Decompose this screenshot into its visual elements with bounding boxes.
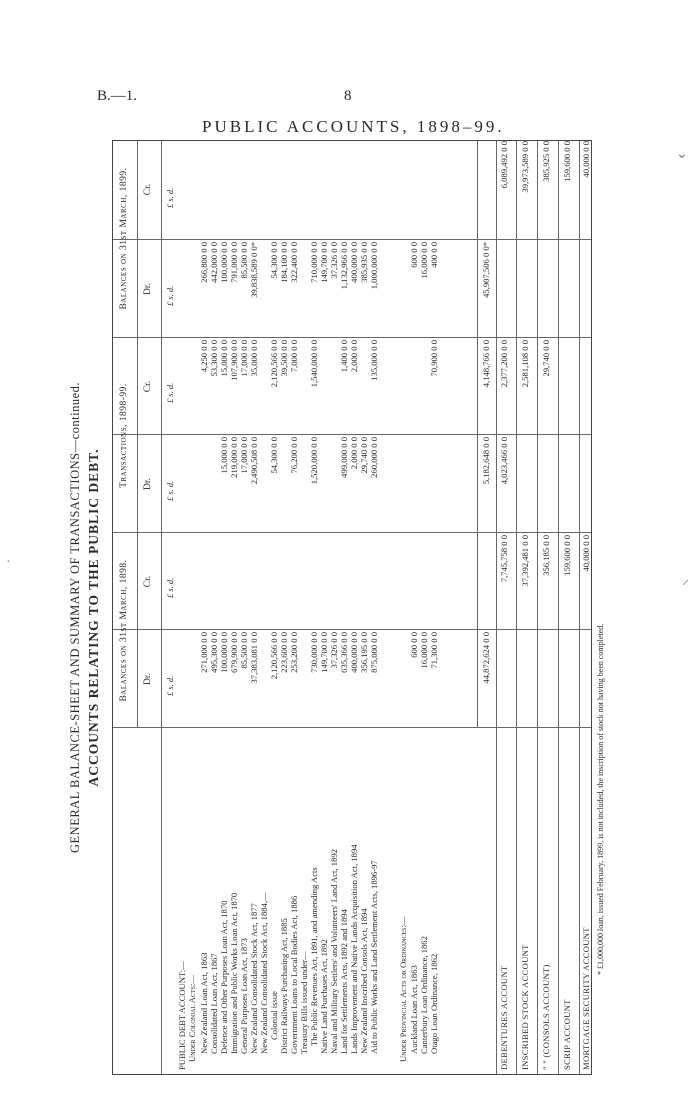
page-number: 8 <box>344 88 352 104</box>
col-dr-closing: Dr. <box>143 283 153 295</box>
running-title: PUBLIC ACCOUNTS, 1898–99. <box>202 117 505 136</box>
account-cell-close-cr: 6,089,492 0 0 <box>499 141 509 189</box>
ledger-cell-tr-dr: 15,000 0 0 <box>219 437 229 474</box>
col-dr-opening: Dr. <box>143 673 153 685</box>
row-label-text: Colonial issue <box>269 991 279 1040</box>
row-label-text: General Purposes Loan Act, 1873 <box>239 938 249 1054</box>
ledger-cell-tr-cr: 2,000 0 0 <box>349 340 359 373</box>
ledger-cell-close-dr: 85,500 0 0 <box>239 242 249 279</box>
ledger-cell-close-dr: 1,000,000 0 0 <box>369 242 379 290</box>
ledger-row-label <box>369 860 380 1054</box>
row-label-text: New Zealand Consolidated Stock Act, 1877 <box>249 903 259 1054</box>
margin-mark: ⌄ <box>676 147 688 162</box>
account-cell-tr-cr: 29,740 0 0 <box>541 340 551 377</box>
ledger-cell-close-dr: 322,400 0 0 <box>289 242 299 283</box>
ledger-cell-tr-dr: 2,490,508 0 0 <box>249 437 259 485</box>
units-label: £ s. d. <box>165 480 175 501</box>
ledger-cell-open-dr: 16,000 0 0 <box>419 632 429 669</box>
ledger-cell-tr-dr: 1,520,000 0 0 <box>309 437 319 485</box>
units-label: £ s. d. <box>165 577 175 598</box>
ledger-cell-open-dr: 71,300 0 0 <box>429 632 439 669</box>
row-label-text: District Railways Purchasing Act, 1885 <box>279 918 289 1054</box>
ledger-cell-tr-dr: 219,000 0 0 <box>229 437 239 478</box>
ledger-cell-open-dr: 730,000 0 0 <box>309 632 319 673</box>
units-label: £ s. d. <box>165 382 175 403</box>
ledger-cell-close-dr: 149,700 0 0 <box>319 242 329 283</box>
page-identifier: B.—1. <box>97 88 138 104</box>
col-cr-closing: Cr. <box>143 183 153 196</box>
row-label-text: Lands Improvement and Native Lands Acquisition Act, 1894 <box>349 844 359 1054</box>
ledger-cell-close-dr: 100,000 0 0 <box>219 242 229 283</box>
ledger-cell-tr-dr: 76,200 0 0 <box>289 437 299 474</box>
row-label-text: Otago Loan Ordinance, 1862 <box>429 953 439 1054</box>
ledger-cell-open-dr: 679,900 0 0 <box>229 632 239 673</box>
ledger-cell-open-dr: 875,000 0 0 <box>369 632 379 673</box>
ledger-cell-close-dr: 266,800 0 0 <box>199 242 209 283</box>
total-opening-dr: 44,872,624 0 0 <box>481 632 491 684</box>
account-label: " " (CONSOLS ACCOUNT) <box>541 964 551 1070</box>
row-label-text: Government Loans to Local Bodies Act, 1886 <box>289 895 299 1054</box>
ledger-cell-open-dr: 37,326 0 0 <box>329 632 339 669</box>
ledger-cell-open-dr: 253,200 0 0 <box>289 632 299 673</box>
units-label: £ s. d. <box>165 187 175 208</box>
row-label-text: New Zealand Inscribed Consols Act, 1894 <box>359 908 369 1054</box>
ledger-cell-open-dr: 271,000 0 0 <box>199 632 209 673</box>
ledger-table <box>112 140 592 1075</box>
ledger-cell-close-dr: 39,838,589 0 0* <box>249 242 259 298</box>
ledger-cell-tr-cr: 1,400 0 0 <box>339 340 349 373</box>
account-cell-close-cr: 385,925 0 0 <box>541 141 551 182</box>
ledger-cell-open-dr: 635,366 0 0 <box>339 632 349 673</box>
ledger-cell-tr-cr: 35,000 0 0 <box>249 340 259 377</box>
account-cell-open-cr: 37,392,481 0 0 <box>520 535 530 587</box>
section-provincial: Under Provincial Acts or Ordinances:— <box>398 916 408 1062</box>
ledger-cell-open-dr: 495,300 0 0 <box>209 632 219 673</box>
ledger-cell-tr-cr: 7,000 0 0 <box>289 340 299 373</box>
ledger-cell-tr-dr: 2,000 0 0 <box>349 437 359 470</box>
ledger-cell-close-dr: 184,100 0 0 <box>279 242 289 283</box>
balance-sheet <box>62 60 605 1095</box>
row-label-text: Consolidated Loan Act, 1867 <box>209 953 219 1054</box>
row-label-text: Native Land Purchases Act, 1892 <box>319 939 329 1054</box>
ledger-cell-tr-cr: 70,900 0 0 <box>429 340 439 377</box>
ledger-cell-close-dr: 385,935 0 0 <box>359 242 369 283</box>
total-transactions-cr: 4,148,766 0 0 <box>481 340 491 388</box>
account-label: MORTGAGE SECURITY ACCOUNT <box>581 927 591 1070</box>
ledger-cell-tr-dr: 499,000 0 0 <box>339 437 349 478</box>
ledger-cell-close-dr: 37,326 0 0 <box>329 242 339 279</box>
account-cell-tr-cr: 2,581,108 0 0 <box>520 340 530 388</box>
row-label-text: Aid to Public Works and Land Settlement Acts, 1896-97 <box>369 860 379 1054</box>
footnote: * £1,000,000 loan, issued February, 1899, is not included, the inscription of stock not having been completed. <box>596 623 605 975</box>
account-label: INSCRIBED STOCK ACCOUNT <box>520 944 530 1070</box>
col-dr-transactions: Dr. <box>143 478 153 490</box>
ledger-cell-tr-cr: 4,250 0 0 <box>199 340 209 373</box>
ledger-cell-close-dr: 400 0 0 <box>429 242 439 268</box>
ledger-cell-tr-cr: 17,000 0 0 <box>239 340 249 377</box>
section-colonial: Under Colonial Acts:— <box>187 975 197 1062</box>
ledger-cell-tr-cr: 15,000 0 0 <box>219 340 229 377</box>
row-label-text: Canterbury Loan Ordinance, 1862 <box>419 936 429 1054</box>
account-cell-open-cr: 40,000 0 0 <box>581 535 591 572</box>
row-label-text: Immigration and Public Works Loan Act, 1870 <box>229 892 239 1054</box>
row-label-text: Auckland Loan Act, 1863 <box>409 965 419 1054</box>
sheet-title: GENERAL BALANCE-SHEET AND SUMMARY OF TRANSACTIONS—continued. <box>68 382 82 853</box>
units-label: £ s. d. <box>165 285 175 306</box>
ledger-cell-open-dr: 223,600 0 0 <box>279 632 289 673</box>
account-cell-close-cr: 39,973,589 0 0 <box>520 141 530 193</box>
ledger-cell-tr-cr: 2,120,566 0 0 <box>269 340 279 388</box>
ledger-cell-close-dr: 710,000 0 0 <box>309 242 319 283</box>
ledger-cell-tr-cr: 107,900 0 0 <box>229 340 239 381</box>
sheet-subtitle: ACCOUNTS RELATING TO THE PUBLIC DEBT. <box>86 448 101 787</box>
row-label-text: Defence and Other Purposes Loan Act, 1870 <box>219 900 229 1054</box>
ledger-cell-close-dr: 400,000 0 0 <box>349 242 359 283</box>
row-label-text: The Public Revenues Act, 1891, and amending Acts <box>309 867 319 1046</box>
ledger-cell-tr-cr: 1,540,000 0 0 <box>309 340 319 388</box>
ledger-cell-tr-cr: 39,500 0 0 <box>279 340 289 377</box>
total-closing-dr: 45,907,506 0 0* <box>481 242 491 298</box>
col-group-closing: Balances on 31st March, 1899. <box>119 167 129 310</box>
ledger-cell-open-dr: 400,000 0 0 <box>349 632 359 673</box>
ledger-cell-tr-dr: 17,000 0 0 <box>239 437 249 474</box>
margin-mark: · <box>6 555 11 570</box>
col-group-transactions: Transactions, 1898-99. <box>119 383 129 488</box>
account-label: SCRIP ACCOUNT <box>562 999 572 1070</box>
ledger-cell-open-dr: 100,000 0 0 <box>219 632 229 673</box>
account-cell-open-cr: 7,745,758 0 0 <box>499 535 509 583</box>
ledger-cell-close-dr: 442,000 0 0 <box>209 242 219 283</box>
row-label-text: Land for Settlements Acts, 1892 and 1894 <box>339 909 349 1054</box>
ledger-cell-tr-cr: 53,300 0 0 <box>209 340 219 377</box>
section-public-debt: PUBLIC DEBT ACCOUNT:— <box>177 961 187 1070</box>
ledger-row-label <box>429 954 440 1054</box>
ledger-cell-tr-dr: 29,740 0 0 <box>359 437 369 474</box>
ledger-cell-open-dr: 2,120,566 0 0 <box>269 632 279 680</box>
units-label: £ s. d. <box>165 675 175 696</box>
account-cell-tr-dr: 4,023,466 0 0 <box>499 437 509 485</box>
ledger-cell-open-dr: 149,700 0 0 <box>319 632 329 673</box>
ledger-cell-tr-cr: 135,000 0 0 <box>369 340 379 381</box>
account-cell-close-cr: 40,000 0 0 <box>581 141 591 178</box>
ledger-cell-open-dr: 600 0 0 <box>409 632 419 658</box>
row-label-text: New Zealand Loan Act, 1863 <box>199 952 209 1054</box>
ledger-cell-tr-dr: 260,000 0 0 <box>369 437 379 478</box>
account-cell-open-cr: 159,600 0 0 <box>562 535 572 576</box>
ledger-cell-close-dr: 1,132,966 0 0 <box>339 242 349 290</box>
ledger-cell-close-dr: 54,300 0 0 <box>269 242 279 279</box>
total-transactions-dr: 5,182,648 0 0 <box>481 437 491 485</box>
margin-mark: ⸝ <box>682 573 689 588</box>
col-cr-opening: Cr. <box>143 575 153 588</box>
account-label: DEBENTURES ACCOUNT <box>499 965 509 1070</box>
ledger-cell-open-dr: 356,195 0 0 <box>359 632 369 673</box>
ledger-cell-close-dr: 16,000 0 0 <box>419 242 429 279</box>
row-label-text: Naval and Military Settlers' and Volunteers' Land Act, 1892 <box>329 849 339 1054</box>
ledger-cell-open-dr: 37,383,081 0 0 <box>249 632 259 684</box>
ledger-cell-close-dr: 600 0 0 <box>409 242 419 268</box>
row-label-text: New Zealand Consolidated Stock Act, 1884,— <box>259 892 269 1054</box>
ledger-cell-tr-dr: 54,300 0 0 <box>269 437 279 474</box>
section-treasury: Treasury Bills issued under— <box>299 951 309 1054</box>
account-cell-close-cr: 159,600 0 0 <box>562 141 572 182</box>
col-cr-transactions: Cr. <box>143 380 153 393</box>
ledger-cell-close-dr: 791,000 0 0 <box>229 242 239 283</box>
ledger-cell-open-dr: 85,500 0 0 <box>239 632 249 669</box>
account-cell-open-cr: 356,185 0 0 <box>541 535 551 576</box>
account-cell-tr-cr: 2,377,200 0 0 <box>499 340 509 388</box>
col-group-opening: Balances on 31st March, 1898. <box>119 559 129 702</box>
